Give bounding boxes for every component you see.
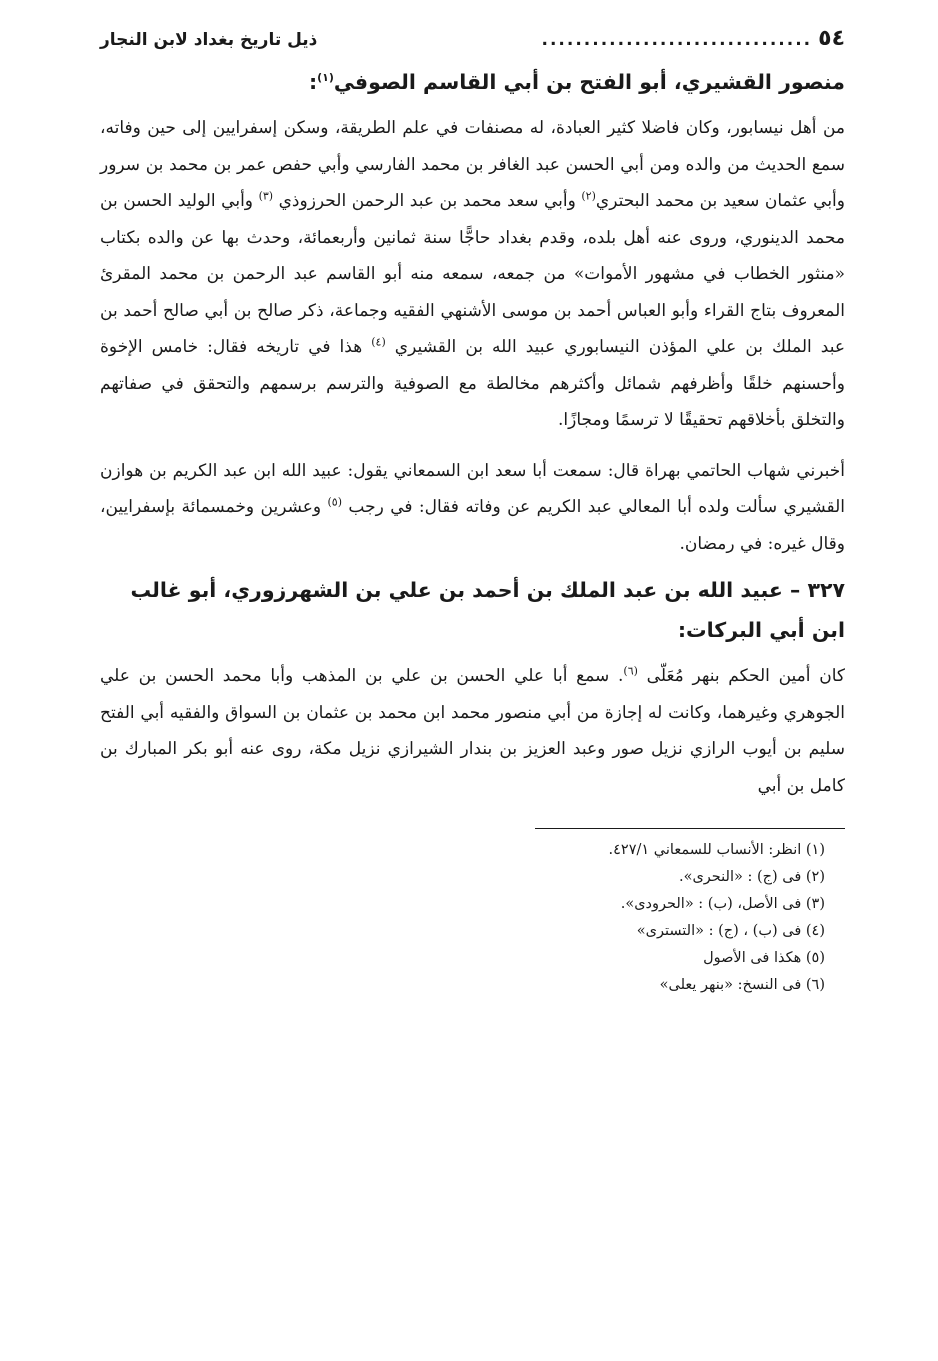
- book-title: ذيل تاريخ بغداد لابن النجار: [100, 30, 318, 50]
- body-paragraph: [100, 110, 845, 439]
- leader-dots: ................................: [541, 30, 813, 50]
- body-paragraph: [100, 453, 845, 563]
- body-paragraph: [100, 658, 845, 804]
- running-header: [100, 26, 845, 60]
- footnote-ref: (٥): [327, 495, 343, 509]
- footnote-1: (١) انظر: الأنساب للسمعاني ٤٢٧/١.: [608, 842, 825, 858]
- footnote-rule: [535, 828, 845, 829]
- paragraph-text: من أهل نيسابور، وكان فاضلا كثير العبادة، له مصنفات في علم الطريقة، وسكن إسفرايين إلى حين وفاته، سمع الحديث من والده ومن أبي الحسن عبد الغافر بن محمد الفارسي وأبي حفص عمر بن محمد بن سرور وأبي عثمان سعيد بن محمد البحتري: [100, 118, 845, 211]
- footnote-4: (٤) فى (ب) ، (ج) : «التسترى»: [636, 923, 825, 939]
- page-number: ٥٤: [818, 26, 845, 51]
- footnote-ref: (٢): [581, 189, 596, 203]
- footnote-ref: (٦): [623, 664, 638, 678]
- paragraph-text: هذا في تاريخه فقال: خامس الإخوة وأحسنهم خلقًا وأظرفهم شمائل وأكثرهم مخالطة مع الصوفية والترسم برسمهم والتحقق في صفاتهم والتخلق بأخلاقهم تحقيقًا لا ترسمًا ومجازًا.: [100, 337, 845, 430]
- footnote-ref: (٤): [371, 335, 386, 349]
- footnote-ref: (١): [317, 71, 334, 85]
- footnote-6: (٦) فى النسخ: «بنهر يعلى»: [659, 977, 825, 993]
- footnotes: [100, 837, 845, 999]
- paragraph-text: وعشرين وخمسمائة بإسفرايين، وقال غيره: في رمضان.: [100, 497, 845, 554]
- paragraph-text: وأبي سعد محمد بن عبد الرحمن الحرزوذي: [273, 191, 582, 211]
- paragraph-text: كان أمين الحكم بنهر مُعَلّى: [637, 666, 845, 686]
- footnote-2: (٢) فى (ج) : «النحرى».: [678, 869, 825, 885]
- paragraph-text: أخبرني شهاب الحاتمي بهراة قال: سمعت أبا سعد ابن السمعاني يقول: عبيد الله ابن عبد الكريم بن هوازن القشيري سألت ولده أبا المعالي عبد الكريم عن وفاته فقال: في رجب: [100, 460, 845, 517]
- heading-colon: :: [308, 70, 318, 94]
- entry-heading-text: منصور القشيري، أبو الفتح بن أبي القاسم الصوفي: [333, 70, 845, 94]
- paragraph-text: . سمع أبا علي الحسن بن علي بن المذهب وأبا محمد الحسن بن علي الجوهري وغيرهما، وكانت له إجازة من أبي منصور محمد ابن محمد بن عثمان بن السواق والفقيه أبي الفتح سليم بن أيوب الرازي نزيل صور وعبد العزيز بن بندار الشيرازي نزيل مكة، روى عنه أبو بكر المبارك بن كامل بن أبي: [100, 666, 845, 796]
- footnote-ref: (٣): [258, 189, 274, 203]
- entry-heading-2: ٣٢٧ – عبيد الله بن عبد الملك بن أحمد بن علي بن الشهرزوري، أبو غالب ابن أبي البركات:: [130, 578, 845, 642]
- book-page: [100, 26, 845, 999]
- footnote-5: (٥) هكذا فى الأصول: [703, 950, 825, 966]
- entry-heading-1: [100, 62, 845, 102]
- footnote-3: (٣) فى الأصل، (ب) : «الحرودى».: [620, 896, 825, 912]
- paragraph-text: وأبي الوليد الحسن بن محمد الدينوري، وروى عنه أهل بلده، وقدم بغداد حاجًّا سنة ثمانين وأربعمائة، وحدث بها عن والده بكتاب «منثور الخطاب في مشهور الأموات» من جمعه، سمعه منه أبو القاسم عبد الرحمن بن محمد المقرئ المعروف بتاج القراء وأبو العباس أحمد بن موسى الأشنهي الفقيه وجماعة، ذكر صالح بن أبي صالح أحمد بن عبد الملك بن علي المؤذن النيسابوري عبيد الله بن القشيري: [100, 191, 845, 357]
